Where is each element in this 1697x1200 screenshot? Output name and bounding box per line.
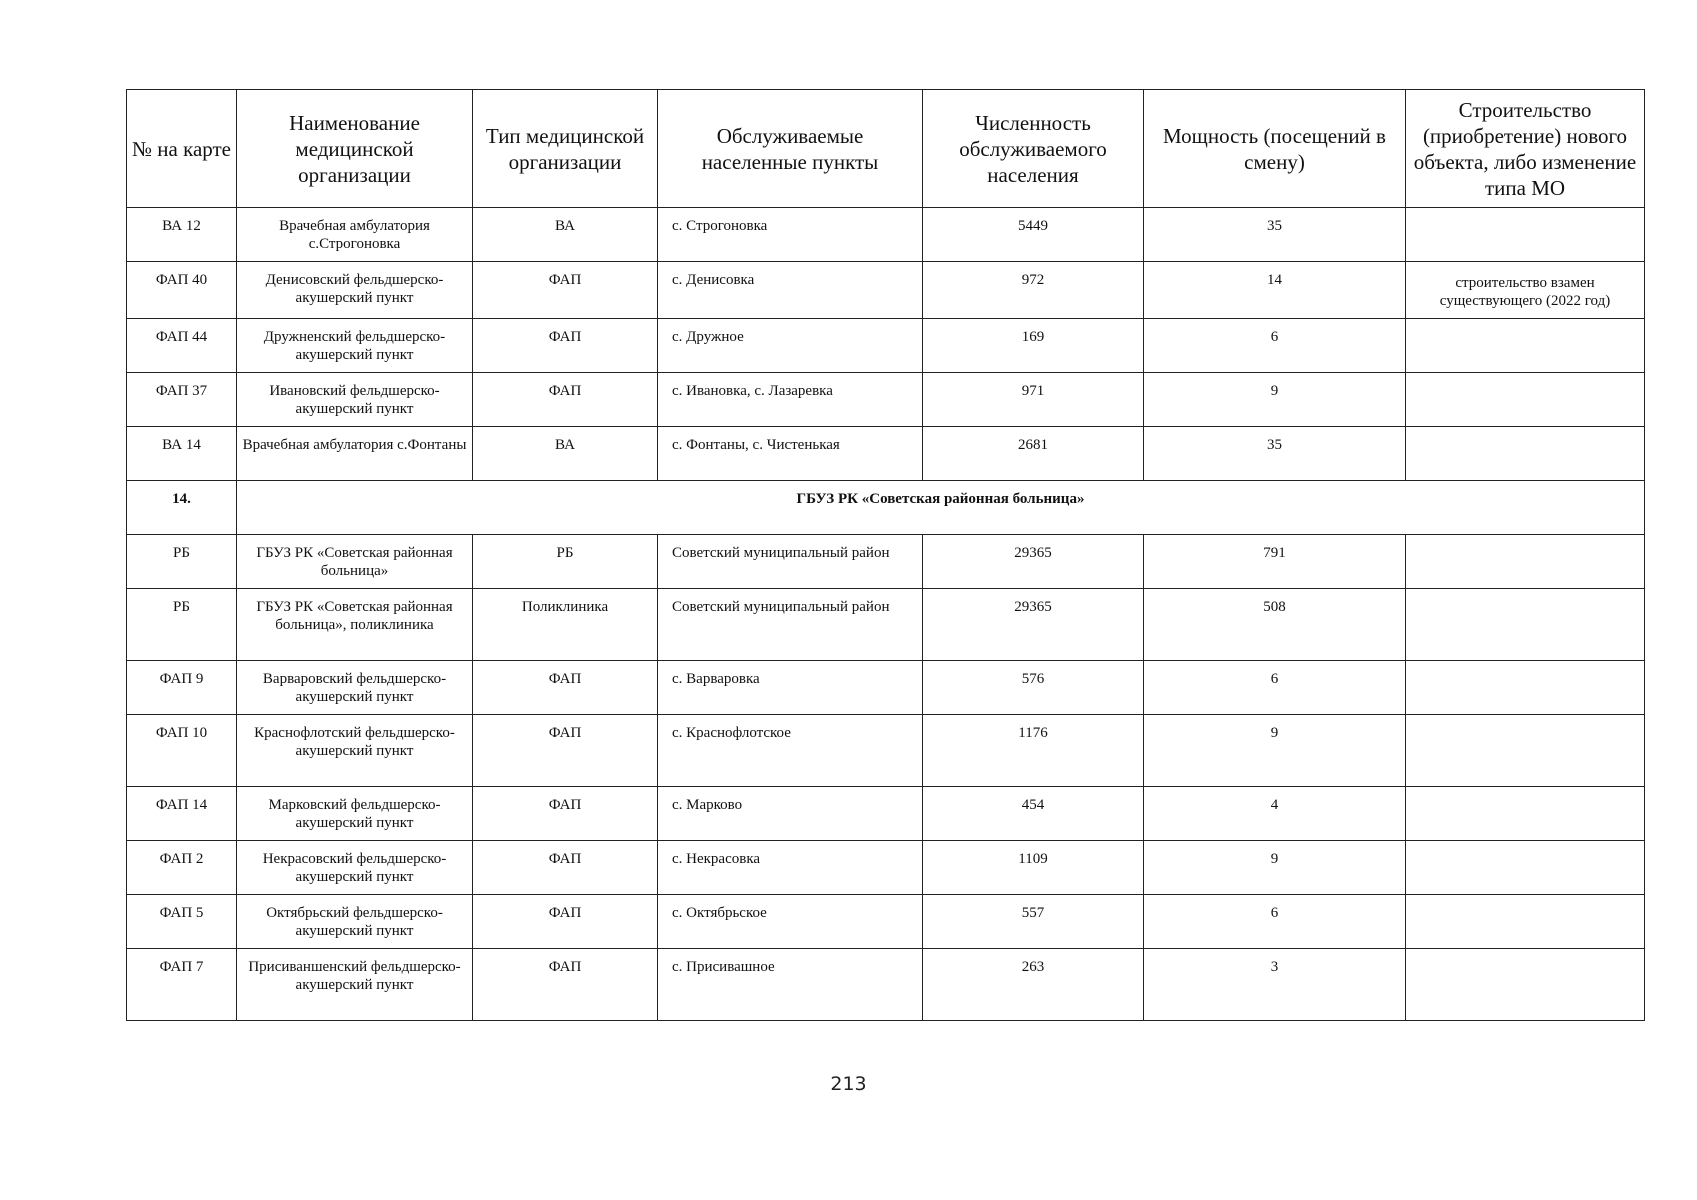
cell-served-places: с. Варваровка	[658, 661, 923, 715]
cell-org-type: ФАП	[473, 262, 658, 319]
cell-org-name: Врачебная амбулатория с.Строгоновка	[237, 208, 473, 262]
cell-population: 972	[923, 262, 1144, 319]
header-capacity: Мощность (посещений в смену)	[1144, 90, 1406, 208]
cell-capacity: 9	[1144, 715, 1406, 787]
cell-org-name: Присиваншенский фельдшерско- акушерский пункт	[237, 949, 473, 1021]
cell-map-number: ФАП 2	[127, 841, 237, 895]
cell-served-places: с. Марково	[658, 787, 923, 841]
cell-served-places: с. Присивашное	[658, 949, 923, 1021]
cell-capacity: 6	[1144, 319, 1406, 373]
table-row	[127, 589, 1645, 661]
cell-population: 29365	[923, 535, 1144, 589]
cell-org-name: ГБУЗ РК «Советская районная больница», поликлиника	[237, 589, 473, 661]
table-row	[127, 949, 1645, 1021]
table-row	[127, 373, 1645, 427]
header-served-places: Обслуживаемые населенные пункты	[658, 90, 923, 208]
cell-construction	[1406, 949, 1645, 1021]
cell-construction	[1406, 715, 1645, 787]
header-population: Численность обслуживаемого населения	[923, 90, 1144, 208]
cell-capacity: 6	[1144, 661, 1406, 715]
cell-served-places: Советский муниципальный район	[658, 589, 923, 661]
cell-capacity: 9	[1144, 841, 1406, 895]
cell-map-number: ФАП 37	[127, 373, 237, 427]
cell-map-number: ФАП 9	[127, 661, 237, 715]
cell-org-type: ФАП	[473, 661, 658, 715]
cell-served-places: с. Краснофлотское	[658, 715, 923, 787]
cell-org-name: Врачебная амбулатория с.Фонтаны	[237, 427, 473, 481]
cell-org-name: Краснофлотский фельдшерско- акушерский пункт	[237, 715, 473, 787]
cell-org-type: ФАП	[473, 319, 658, 373]
cell-served-places: с. Денисовка	[658, 262, 923, 319]
cell-construction	[1406, 661, 1645, 715]
cell-capacity: 35	[1144, 427, 1406, 481]
cell-org-name: Дружненский фельдшерско-акушерский пункт	[237, 319, 473, 373]
header-org-name: Наименование медицинской организации	[237, 90, 473, 208]
cell-population: 557	[923, 895, 1144, 949]
cell-population: 971	[923, 373, 1144, 427]
cell-map-number: РБ	[127, 535, 237, 589]
cell-population: 576	[923, 661, 1144, 715]
cell-org-type: РБ	[473, 535, 658, 589]
cell-org-type: ФАП	[473, 949, 658, 1021]
cell-org-name: ГБУЗ РК «Советская районная больница»	[237, 535, 473, 589]
cell-org-name: Ивановский фельдшерско-акушерский пункт	[237, 373, 473, 427]
cell-map-number: ВА 12	[127, 208, 237, 262]
cell-served-places: Советский муниципальный район	[658, 535, 923, 589]
cell-served-places: с. Дружное	[658, 319, 923, 373]
cell-org-name: Октябрьский фельдшерско-акушерский пункт	[237, 895, 473, 949]
cell-map-number: ФАП 44	[127, 319, 237, 373]
cell-org-type: ВА	[473, 427, 658, 481]
cell-construction: строительство взамен существующего (2022 год)	[1406, 262, 1645, 319]
cell-construction	[1406, 787, 1645, 841]
cell-org-type: ВА	[473, 208, 658, 262]
cell-construction	[1406, 841, 1645, 895]
table-row	[127, 787, 1645, 841]
page-number: 213	[830, 1073, 867, 1095]
cell-construction	[1406, 895, 1645, 949]
cell-org-name: Денисовский фельдшерско-акушерский пункт	[237, 262, 473, 319]
cell-org-name: Варваровский фельдшерско-акушерский пункт	[237, 661, 473, 715]
section-row	[127, 481, 1645, 535]
cell-map-number: ФАП 40	[127, 262, 237, 319]
table-row	[127, 535, 1645, 589]
cell-org-type: Поликлиника	[473, 589, 658, 661]
cell-served-places: с. Ивановка, с. Лазаревка	[658, 373, 923, 427]
cell-org-name: Некрасовский фельдшерско-акушерский пункт	[237, 841, 473, 895]
cell-capacity: 6	[1144, 895, 1406, 949]
cell-construction	[1406, 373, 1645, 427]
cell-construction	[1406, 589, 1645, 661]
header-org-type: Тип медицинской организации	[473, 90, 658, 208]
cell-population: 454	[923, 787, 1144, 841]
cell-map-number: ФАП 7	[127, 949, 237, 1021]
cell-map-number: ВА 14	[127, 427, 237, 481]
cell-population: 1109	[923, 841, 1144, 895]
table-row	[127, 841, 1645, 895]
cell-population: 1176	[923, 715, 1144, 787]
cell-org-name: Марковский фельдшерско-акушерский пункт	[237, 787, 473, 841]
cell-construction	[1406, 535, 1645, 589]
section-number: 14.	[127, 481, 237, 535]
table-row	[127, 715, 1645, 787]
cell-capacity: 35	[1144, 208, 1406, 262]
cell-construction	[1406, 319, 1645, 373]
cell-map-number: ФАП 10	[127, 715, 237, 787]
cell-population: 2681	[923, 427, 1144, 481]
cell-org-type: ФАП	[473, 715, 658, 787]
table-row	[127, 319, 1645, 373]
cell-capacity: 9	[1144, 373, 1406, 427]
cell-capacity: 508	[1144, 589, 1406, 661]
cell-org-type: ФАП	[473, 841, 658, 895]
table-row	[127, 262, 1645, 319]
cell-map-number: ФАП 14	[127, 787, 237, 841]
cell-map-number: ФАП 5	[127, 895, 237, 949]
table-row	[127, 661, 1645, 715]
header-map-number: № на карте	[127, 90, 237, 208]
cell-capacity: 3	[1144, 949, 1406, 1021]
cell-population: 29365	[923, 589, 1144, 661]
cell-population: 169	[923, 319, 1144, 373]
cell-capacity: 4	[1144, 787, 1406, 841]
cell-construction	[1406, 427, 1645, 481]
cell-served-places: с. Некрасовка	[658, 841, 923, 895]
cell-construction	[1406, 208, 1645, 262]
table-row	[127, 427, 1645, 481]
cell-org-type: ФАП	[473, 895, 658, 949]
table-row	[127, 208, 1645, 262]
cell-population: 5449	[923, 208, 1144, 262]
cell-capacity: 791	[1144, 535, 1406, 589]
table-row	[127, 895, 1645, 949]
cell-org-type: ФАП	[473, 787, 658, 841]
cell-served-places: с. Фонтаны, с. Чистенькая	[658, 427, 923, 481]
cell-served-places: с. Октябрьское	[658, 895, 923, 949]
cell-population: 263	[923, 949, 1144, 1021]
cell-org-type: ФАП	[473, 373, 658, 427]
facilities-table	[126, 89, 1645, 1021]
cell-capacity: 14	[1144, 262, 1406, 319]
table-header-row	[127, 90, 1645, 208]
header-construction: Строительство (приобретение) нового объекта, либо изменение типа МО	[1406, 90, 1645, 208]
cell-map-number: РБ	[127, 589, 237, 661]
cell-served-places: с. Строгоновка	[658, 208, 923, 262]
section-title: ГБУЗ РК «Советская районная больница»	[237, 481, 1645, 535]
